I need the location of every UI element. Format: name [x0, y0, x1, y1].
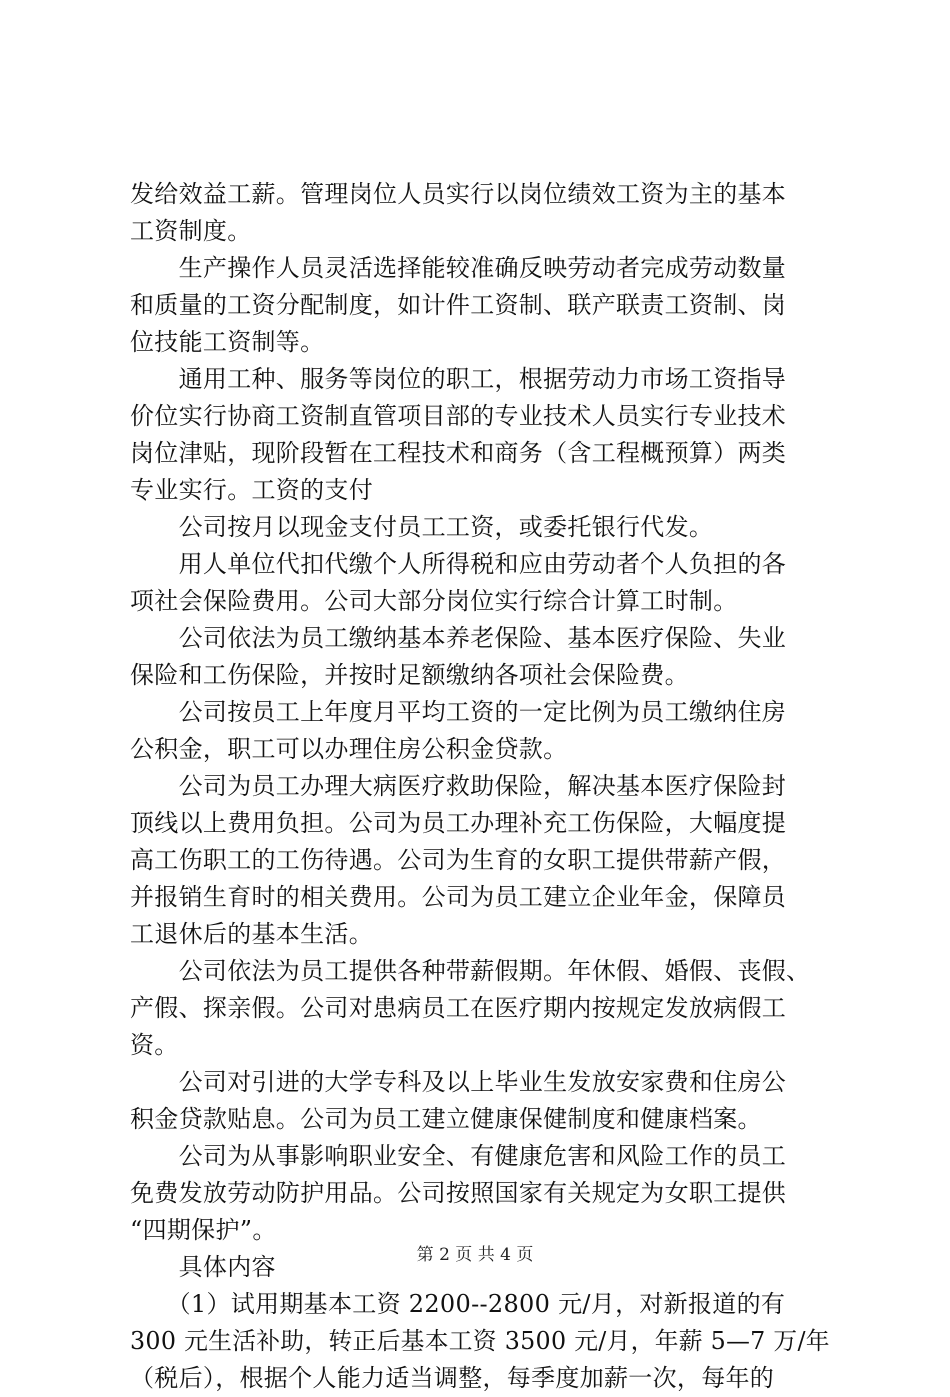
- text-line: 工资制度。: [130, 217, 252, 245]
- text-line: 工退休后的基本生活。: [130, 920, 373, 948]
- text-line: 具体内容: [130, 1253, 276, 1281]
- text-line: 公司依法为员工提供各种带薪假期。年休假、婚假、丧假、: [130, 957, 811, 985]
- text-line: 保险和工伤保险，并按时足额缴纳各项社会保险费。: [130, 661, 689, 689]
- text-line: 岗位津贴，现阶段暂在工程技术和商务（含工程概预算）两类: [130, 439, 787, 467]
- document-body: [130, 176, 830, 1397]
- text-line: 和质量的工资分配制度，如计件工资制、联产联责工资制、岗: [130, 291, 787, 319]
- text-line: 公司按员工上年度月平均工资的一定比例为员工缴纳住房: [130, 698, 787, 726]
- text-line: 资。: [130, 1031, 179, 1059]
- text-line: 并报销生育时的相关费用。公司为员工建立企业年金，保障员: [130, 883, 787, 911]
- text-line: 积金贷款贴息。公司为员工建立健康保健制度和健康档案。: [130, 1105, 762, 1133]
- text-line: 300 元生活补助，转正后基本工资 3500 元/月，年薪 5—7 万/年: [130, 1327, 830, 1355]
- text-line: 公积金，职工可以办理住房公积金贷款。: [130, 735, 568, 763]
- text-line: 公司为从事影响职业安全、有健康危害和风险工作的员工: [130, 1142, 787, 1170]
- text-line: （1）试用期基本工资 2200--2800 元/月，对新报道的有: [130, 1290, 786, 1318]
- text-line: “四期保护”。: [130, 1216, 277, 1244]
- text-line: 位技能工资制等。: [130, 328, 325, 356]
- text-line: 专业实行。工资的支付: [130, 476, 373, 504]
- text-line: 价位实行协商工资制直管项目部的专业技术人员实行专业技术: [130, 402, 787, 430]
- text-line: 生产操作人员灵活选择能较准确反映劳动者完成劳动数量: [130, 254, 787, 282]
- page-footer: 第 2 页 共 4 页: [416, 1245, 534, 1265]
- text-line: 公司按月以现金支付员工工资，或委托银行代发。: [130, 513, 714, 541]
- text-line: 通用工种、服务等岗位的职工，根据劳动力市场工资指导: [130, 365, 787, 393]
- text-line: 免费发放劳动防护用品。公司按照国家有关规定为女职工提供: [130, 1179, 787, 1207]
- text-line: 发给效益工薪。管理岗位人员实行以岗位绩效工资为主的基本: [130, 180, 787, 208]
- text-line: 顶线以上费用负担。公司为员工办理补充工伤保险，大幅度提: [130, 809, 787, 837]
- text-line: （税后），根据个人能力适当调整，每季度加薪一次，每年的: [130, 1364, 775, 1392]
- text-line: 公司依法为员工缴纳基本养老保险、基本医疗保险、失业: [130, 624, 787, 652]
- text-line: 产假、探亲假。公司对患病员工在医疗期内按规定发放病假工: [130, 994, 787, 1022]
- text-line: 公司为员工办理大病医疗救助保险，解决基本医疗保险封: [130, 772, 787, 800]
- text-line: 用人单位代扣代缴个人所得税和应由劳动者个人负担的各: [130, 550, 787, 578]
- text-line: 高工伤职工的工伤待遇。公司为生育的女职工提供带薪产假，: [130, 846, 787, 874]
- text-line: 项社会保险费用。公司大部分岗位实行综合计算工时制。: [130, 587, 738, 615]
- text-line: 公司对引进的大学专科及以上毕业生发放安家费和住房公: [130, 1068, 787, 1096]
